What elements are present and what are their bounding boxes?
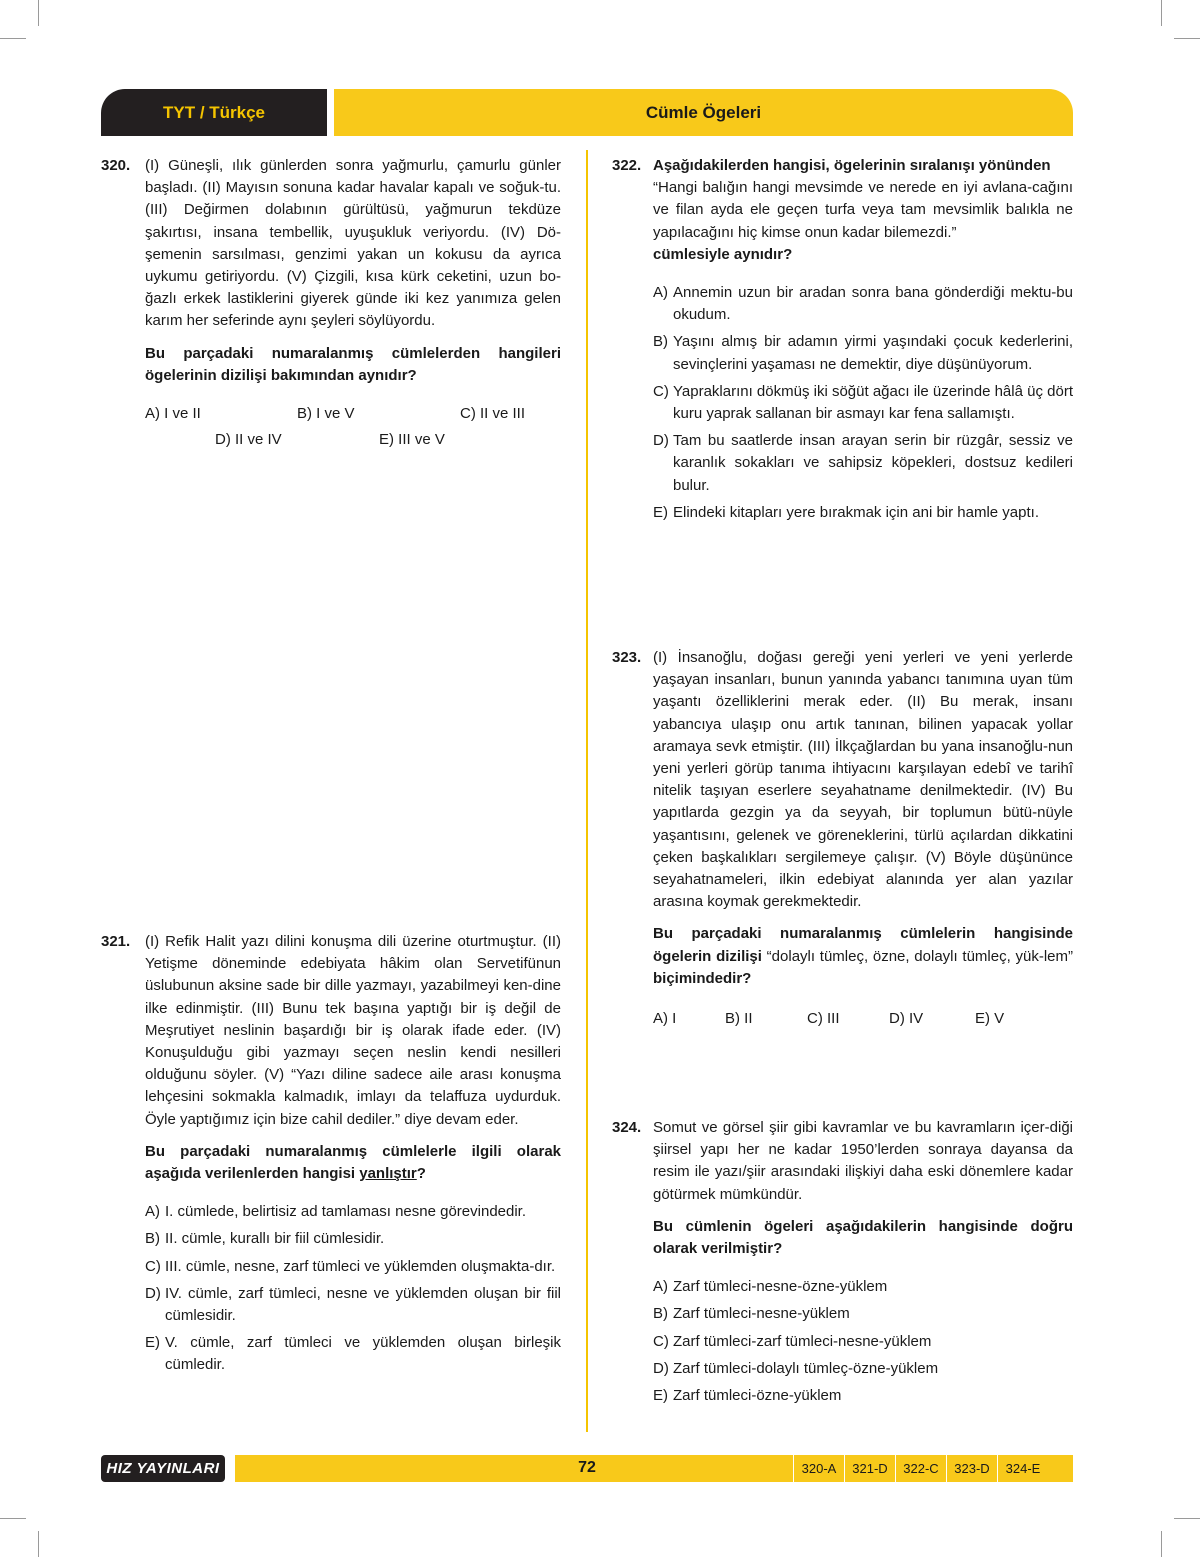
option-c[interactable]: C) III. cümle, nesne, zarf tümleci ve yüklemden oluşmakta-dır.	[145, 1257, 556, 1275]
topic-banner	[334, 89, 1073, 136]
question-322	[612, 155, 1073, 529]
quoted-sentence: “Hangi balığın hangi mevsimde ve nerede en iyi avlana-cağını ve filan ayda ele geçen turfa veya tam mevsimlik balıkla ne yapılacağını hiç kimse onun kadar bilemezdi.”	[653, 179, 1073, 241]
publisher-logo: HIZ YAYINLARI	[101, 1455, 225, 1482]
question-passage: (I) İnsanoğlu, doğası gereği yeni yerleri ve yeni yerlerde yaşayan insanları, bunun yanında yabancı tanımına uyan tüm yaşantı özelliklerini merak eder. (II) Bu merak, insanı yabancıya ulaşıp onu artık tanınan, bilinen yapacak yollar aramaya sevk etmiştir. (III) İlkçağlardan bu yana insanoğlu-nun yeni yerleri görüp tanıma ihtiyacını karşılayan edebî ve tarihî nitelik taşıyan eserlere seyahatname denilmektedir. (IV) Bu yapıtlarda gezgin ya da seyyah, bir toplumun bütü-nüyle yaşantısını, gelenek ve göreneklerini, türlü açılardan dikkatini çeken başkalıkları sergilemeye çalışır. (V) Böyle düşününce seyahatnameleri, ilkin edebiyat alanında yer alan yazılar arasına koymak gerekmektedir.	[653, 649, 1073, 911]
crop-mark	[0, 1518, 26, 1519]
option-d[interactable]: D) Zarf tümleci-dolaylı tümleç-özne-yüklem	[653, 1359, 939, 1377]
option-b[interactable]: B) Zarf tümleci-nesne-yüklem	[653, 1305, 850, 1323]
option-a[interactable]: A) I. cümlede, belirtisiz ad tamlaması nesne görevindedir.	[145, 1203, 527, 1221]
option-c[interactable]: C) III	[807, 1010, 840, 1028]
subject-label: TYT / Türkçe	[162, 102, 266, 122]
answer-key-item: 322-C	[895, 1455, 946, 1482]
question-stem: Bu parçadaki numaralanmış cümlelerden hangileri ögelerinin dizilişi bakımından aynıdır?	[145, 344, 561, 384]
subject-tab	[101, 89, 327, 136]
option-b[interactable]: B) Yaşını almış bir adamın yirmi yaşındaki çocuk kederlerini, sevinçlerini yaşaması ne demektir, diye düşünüyorum.	[653, 333, 1073, 373]
page-number: 72	[578, 1459, 596, 1476]
question-stem-end: cümlesiyle aynıdır?	[653, 245, 793, 263]
crop-mark	[1174, 38, 1200, 39]
option-e[interactable]: E) V. cümle, zarf tümleci ve yüklemden oluşan birleşik cümledir.	[145, 1334, 561, 1374]
option-a[interactable]: A) Annemin uzun bir aradan sonra bana gönderdiği mektu-bu okudum.	[653, 284, 1073, 324]
crop-mark	[0, 38, 26, 39]
answer-options	[653, 282, 1073, 524]
answer-options	[145, 1201, 561, 1376]
answer-key-item: 320-A	[793, 1455, 844, 1482]
answer-key-item: 323-D	[946, 1455, 997, 1482]
answer-options	[653, 1008, 1073, 1034]
question-number: 324.	[612, 1119, 642, 1136]
question-stem: Bu cümlenin ögeleri aşağıdakilerin hangisinde doğru olarak verilmiştir?	[653, 1217, 1073, 1258]
question-stem: Bu parçadaki numaralanmış cümlelerin hangisinde ögelerin dizilişi “dolaylı tümleç, özne, dolaylı tümleç, yük-lem” biçimindedir?	[653, 925, 1073, 987]
crop-mark	[1174, 1518, 1200, 1519]
underlined-word: yanlıştır	[359, 1165, 417, 1183]
option-a[interactable]: A) Zarf tümleci-nesne-özne-yüklem	[653, 1278, 888, 1296]
option-d[interactable]: D) II ve IV	[215, 431, 282, 449]
question-324	[612, 1117, 1073, 1412]
answer-key-item: 321-D	[844, 1455, 895, 1482]
question-323	[612, 647, 1073, 1034]
option-e[interactable]: E) V	[975, 1010, 1005, 1028]
crop-mark	[38, 0, 39, 26]
question-number: 320.	[101, 157, 131, 174]
option-b[interactable]: B) II	[725, 1010, 753, 1028]
question-stem-intro: Aşağıdakilerden hangisi, ögelerinin sıralanışı yönünden	[653, 157, 1051, 174]
crop-mark	[1161, 0, 1162, 26]
option-d[interactable]: D) IV	[889, 1010, 924, 1028]
option-c[interactable]: C) Yapraklarını dökmüş iki söğüt ağacı ile üzerinde hâlâ üç dört kuru yaprak sallanan bir asmayı kar fena sallamıştı.	[653, 382, 1073, 423]
question-passage: Somut ve görsel şiir gibi kavramlar ve bu kavramların içer-diği şiirsel yapı her ne kadar 1950’lerden sonraya dayansa da resim ile yazı/şiir arasındaki ilişkiyi daha eski dönemlere kadar götürmek mümkündür.	[653, 1119, 1073, 1203]
question-number: 321.	[101, 933, 131, 950]
option-e[interactable]: E) Elindeki kitapları yere bırakmak için ani bir hamle yaptı.	[653, 503, 1039, 521]
crop-mark	[1161, 1531, 1162, 1557]
option-e[interactable]: E) Zarf tümleci-özne-yüklem	[653, 1387, 842, 1405]
option-c[interactable]: C) Zarf tümleci-zarf tümleci-nesne-yüklem	[653, 1332, 932, 1350]
question-passage: (I) Güneşli, ılık günlerden sonra yağmurlu, çamurlu günler başladı. (II) Mayısın sonuna kadar havalar kapalı ve soğuk-tu. (III) Değirmen dolabının gürültüsü, yağmurun tekdüze şakırtısı, insana tembellik, uyuşukluk veriyordu. (IV) Dö-şemenin sarsılması, genzimi yakan un kokusu da ayrıca uykumu getiriyordu. (V) Çizgili, kısa kürk ceketini, uzun bo-ğazlı erkek lastiklerini giyerek günde iki kez yanımıza gelen karım her seferinde aynı şeyleri söylüyordu.	[145, 157, 561, 330]
question-passage: (I) Refik Halit yazı dilini konuşma dili üzerine oturtmuştur. (II) Yetişme döneminde edebiyata hâkim olan Servetifünun üslubunun aksine sade bir dille yazmayı, yazabilmeyi ken-dine ilke edinmiştir. (III) Bunu tek başına yaptığı bir iş değil de Meşrutiyet neslinin başardığı bir iş olarak ifade eder. (IV) Konuşulduğu gibi yazmayı seçen neslin kendi nesilleri olduğunu söyler. (V) “Yazı diline sadece aile arası konuşma lehçesini sokmakla kalmadık, imlayı da telaffuza uydurduk. Öyle yaptığımız için bize cahil dediler.” diye devam eder.	[145, 933, 561, 1128]
option-b[interactable]: B) I ve V	[297, 405, 355, 423]
answer-options	[653, 1276, 1073, 1407]
option-e[interactable]: E) III ve V	[379, 431, 445, 449]
option-d[interactable]: D) IV. cümle, zarf tümleci, nesne ve yüklemden oluşan bir fiil cümlesidir.	[145, 1284, 561, 1325]
crop-mark	[38, 1531, 39, 1557]
question-number: 323.	[612, 649, 642, 666]
topic-title: Cümle Ögeleri	[645, 102, 762, 122]
option-b[interactable]: B) II. cümle, kurallı bir fiil cümlesidir.	[145, 1230, 385, 1248]
answer-key-item: 324-E	[997, 1455, 1048, 1482]
question-320	[101, 155, 561, 455]
question-number: 322.	[612, 157, 642, 174]
option-a[interactable]: A) I	[653, 1010, 677, 1028]
column-divider	[586, 150, 588, 1432]
answer-key	[793, 1455, 1048, 1482]
option-c[interactable]: C) II ve III	[460, 405, 526, 423]
option-a[interactable]: A) I ve II	[145, 405, 201, 423]
answer-options	[145, 403, 561, 455]
question-321	[101, 931, 561, 1382]
question-stem: Bu parçadaki numaralanmış cümlelerle ilgili olarak aşağıda verilenlerden hangisi yanlıştır?	[145, 1142, 561, 1183]
option-d[interactable]: D) Tam bu saatlerde insan arayan serin bir rüzgâr, sessiz ve karanlık sokakları ve sahipsiz köpekleri, dostsuz kedileri bulur.	[653, 432, 1073, 494]
